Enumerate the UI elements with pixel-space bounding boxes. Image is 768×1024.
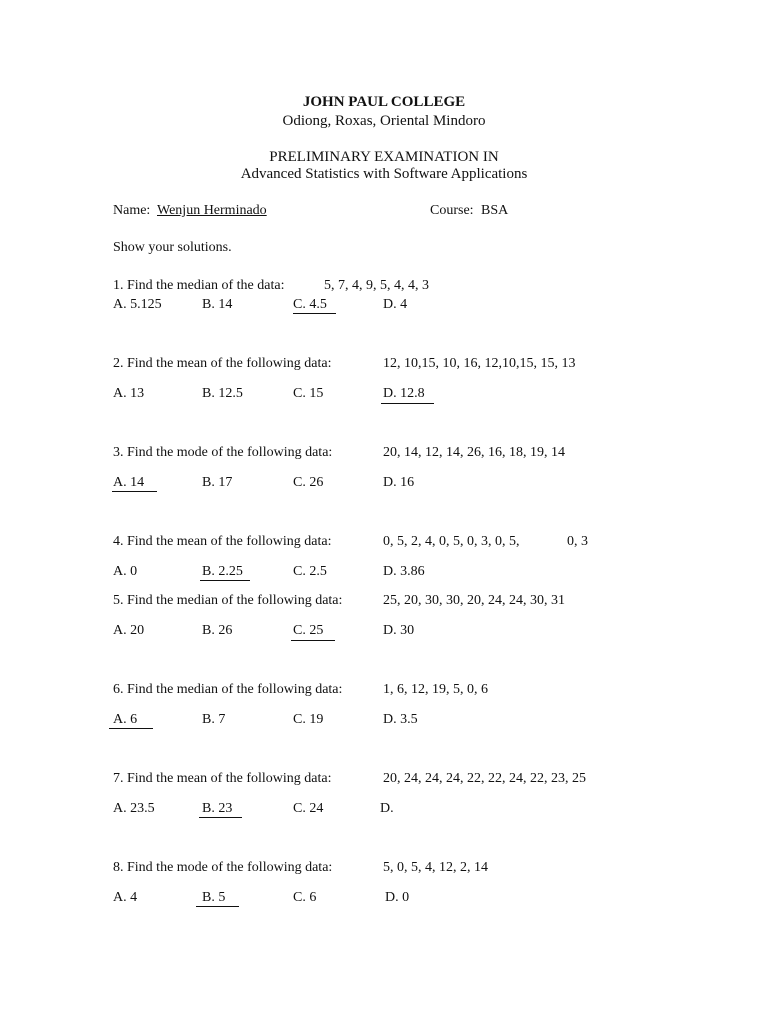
choice-d: D. 0 [385,890,410,905]
answer-underline [196,906,239,907]
choice-a: A. 23.5 [113,801,155,816]
question-stem: 4. Find the mean of the following data: [113,534,332,549]
name-label: Name: [113,203,151,218]
answer-underline [200,580,250,581]
school-name: JOHN PAUL COLLEGE [302,94,466,110]
school-address: Odiong, Roxas, Oriental Mindoro [282,113,486,129]
question-data: 20, 24, 24, 24, 22, 22, 24, 22, 23, 25 [383,771,586,786]
choice-d: D. 16 [383,475,415,490]
choice-a: A. 20 [113,623,145,638]
choice-c: C. 26 [293,475,324,490]
question-stem: 2. Find the mean of the following data: [113,356,332,371]
question-stem: 7. Find the mean of the following data: [113,771,332,786]
exam-title: PRELIMINARY EXAMINATION IN [269,149,499,165]
choice-d: D. 3.5 [383,712,418,727]
course-label: Course: [430,203,474,218]
choice-a: A. 0 [113,564,138,579]
choice-c: C. 19 [293,712,324,727]
choice-b: B. 14 [202,297,233,312]
question-stem: 3. Find the mode of the following data: [113,445,333,460]
question-data: 20, 14, 12, 14, 26, 16, 18, 19, 14 [383,445,565,460]
question-data: 0, 5, 2, 4, 0, 5, 0, 3, 0, 5, [383,534,520,549]
choice-d: D. 4 [383,297,408,312]
choice-b: B. 2.25 [202,564,243,579]
choice-b: B. 26 [202,623,233,638]
answer-underline [293,313,336,314]
choice-a: A. 14 [113,475,145,490]
answer-underline [199,817,242,818]
question-data: 5, 0, 5, 4, 12, 2, 14 [383,860,488,875]
instructions: Show your solutions. [113,240,232,255]
choice-b: B. 7 [202,712,226,727]
question-data: 5, 7, 4, 9, 5, 4, 4, 3 [324,278,429,293]
answer-underline [109,728,153,729]
choice-d: D. [380,801,394,816]
choice-d: D. 12.8 [383,386,425,401]
question-stem: 5. Find the median of the following data: [113,593,343,608]
choice-c: C. 4.5 [293,297,327,312]
question-data: 12, 10,15, 10, 16, 12,10,15, 15, 13 [383,356,576,371]
choice-c: C. 6 [293,890,317,905]
choice-b: B. 23 [202,801,233,816]
choice-a: A. 5.125 [113,297,162,312]
choice-c: C. 25 [293,623,324,638]
course-value: BSA [481,203,509,218]
answer-underline [291,640,335,641]
choice-c: C. 24 [293,801,324,816]
exam-subject: Advanced Statistics with Software Applications [240,166,528,182]
choice-b: B. 17 [202,475,233,490]
question-stem: 1. Find the median of the data: [113,278,285,293]
choice-d: D. 30 [383,623,415,638]
question-data: 1, 6, 12, 19, 5, 0, 6 [383,682,488,697]
name-value: Wenjun Herminado [157,203,267,218]
choice-a: A. 4 [113,890,138,905]
answer-underline [112,491,157,492]
choice-c: C. 2.5 [293,564,327,579]
answer-underline [381,403,434,404]
choice-b: B. 5 [202,890,226,905]
question-stem: 6. Find the median of the following data: [113,682,343,697]
choice-c: C. 15 [293,386,324,401]
question-data-extra: 0, 3 [567,534,588,549]
choice-a: A. 6 [113,712,138,727]
choice-b: B. 12.5 [202,386,243,401]
question-data: 25, 20, 30, 30, 20, 24, 24, 30, 31 [383,593,565,608]
choice-d: D. 3.86 [383,564,425,579]
choice-a: A. 13 [113,386,145,401]
question-stem: 8. Find the mode of the following data: [113,860,333,875]
